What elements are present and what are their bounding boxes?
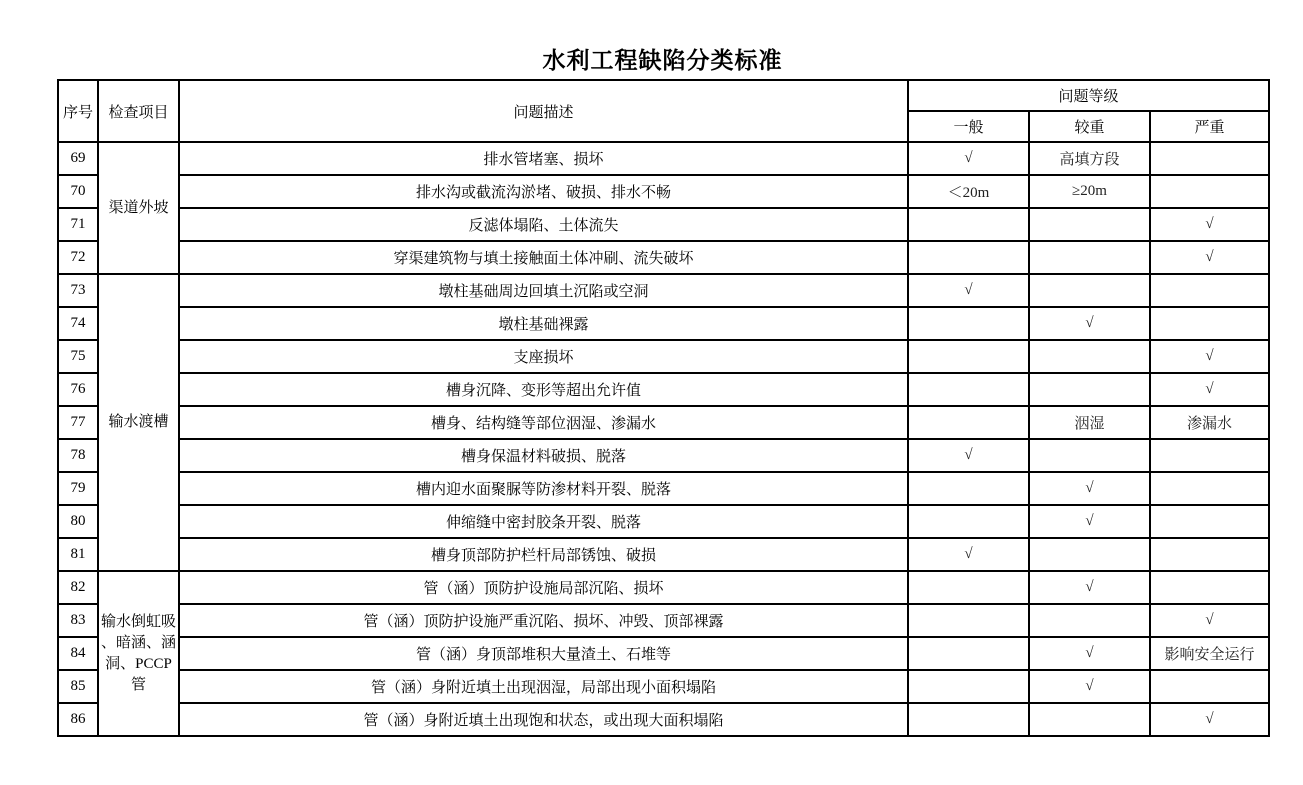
level-severe-cell: √: [1150, 373, 1269, 406]
page-title: 水利工程缺陷分类标准: [542, 48, 783, 74]
table-row: [58, 439, 1269, 472]
level-general-cell: [908, 571, 1029, 604]
header-desc: 问题描述: [179, 80, 908, 142]
level-moderate-cell: 洇湿: [1029, 406, 1150, 439]
table-row: [58, 241, 1269, 274]
level-severe-cell: [1150, 538, 1269, 571]
description-cell: 管（涵）顶防护设施局部沉陷、损坏: [179, 571, 908, 604]
table-row: [58, 373, 1269, 406]
level-general-cell: [908, 472, 1029, 505]
level-moderate-cell: [1029, 274, 1150, 307]
row-number-cell: 73: [58, 274, 98, 307]
table-row: [58, 538, 1269, 571]
level-moderate-cell: √: [1029, 571, 1150, 604]
table-body: [58, 142, 1269, 736]
description-cell: 墩柱基础裸露: [179, 307, 908, 340]
header-level-severe: 严重: [1150, 111, 1269, 142]
level-general-cell: [908, 703, 1029, 736]
group-label-cell: 输水渡槽: [98, 274, 179, 571]
level-moderate-cell: √: [1029, 307, 1150, 340]
row-number-cell: 76: [58, 373, 98, 406]
level-severe-cell: [1150, 571, 1269, 604]
table-row: [58, 274, 1269, 307]
level-severe-cell: [1150, 307, 1269, 340]
header-level-group: 问题等级: [908, 80, 1269, 111]
description-cell: 槽身沉降、变形等超出允许值: [179, 373, 908, 406]
level-moderate-cell: ≥20m: [1029, 175, 1150, 208]
level-moderate-cell: [1029, 373, 1150, 406]
level-moderate-cell: [1029, 604, 1150, 637]
table-row: [58, 505, 1269, 538]
row-number-cell: 75: [58, 340, 98, 373]
row-number-cell: 69: [58, 142, 98, 175]
row-number-cell: 85: [58, 670, 98, 703]
description-cell: 支座损坏: [179, 340, 908, 373]
level-severe-cell: √: [1150, 340, 1269, 373]
description-cell: 管（涵）身附近填土出现饱和状态，或出现大面积塌陷: [179, 703, 908, 736]
row-number-cell: 77: [58, 406, 98, 439]
table-row: [58, 142, 1269, 175]
header-no: 序号: [58, 80, 98, 142]
level-severe-cell: [1150, 439, 1269, 472]
level-severe-cell: [1150, 472, 1269, 505]
header-item: 检查项目: [98, 80, 179, 142]
level-general-cell: [908, 637, 1029, 670]
level-severe-cell: [1150, 142, 1269, 175]
level-general-cell: ＜20m: [908, 175, 1029, 208]
header-level-general: 一般: [908, 111, 1029, 142]
level-severe-cell: [1150, 670, 1269, 703]
level-severe-cell: [1150, 505, 1269, 538]
table-row: [58, 670, 1269, 703]
level-severe-cell: √: [1150, 241, 1269, 274]
table-row: [58, 307, 1269, 340]
description-cell: 墩柱基础周边回填土沉陷或空洞: [179, 274, 908, 307]
level-general-cell: √: [908, 538, 1029, 571]
level-general-cell: [908, 604, 1029, 637]
row-number-cell: 81: [58, 538, 98, 571]
row-number-cell: 78: [58, 439, 98, 472]
description-cell: 排水沟或截流沟淤堵、破损、排水不畅: [179, 175, 908, 208]
level-moderate-cell: [1029, 538, 1150, 571]
level-moderate-cell: [1029, 340, 1150, 373]
row-number-cell: 74: [58, 307, 98, 340]
description-cell: 槽身保温材料破损、脱落: [179, 439, 908, 472]
defect-classification-table: [57, 79, 1270, 737]
level-moderate-cell: [1029, 703, 1150, 736]
level-moderate-cell: √: [1029, 505, 1150, 538]
level-general-cell: [908, 670, 1029, 703]
description-cell: 管（涵）身附近填土出现洇湿，局部出现小面积塌陷: [179, 670, 908, 703]
description-cell: 槽身顶部防护栏杆局部锈蚀、破损: [179, 538, 908, 571]
table-row: [58, 340, 1269, 373]
level-severe-cell: √: [1150, 703, 1269, 736]
level-severe-cell: 渗漏水: [1150, 406, 1269, 439]
level-moderate-cell: [1029, 241, 1150, 274]
level-severe-cell: √: [1150, 604, 1269, 637]
row-number-cell: 79: [58, 472, 98, 505]
description-cell: 管（涵）顶防护设施严重沉陷、损坏、冲毁、顶部裸露: [179, 604, 908, 637]
level-moderate-cell: √: [1029, 472, 1150, 505]
row-number-cell: 84: [58, 637, 98, 670]
table-row: [58, 208, 1269, 241]
level-moderate-cell: 高填方段: [1029, 142, 1150, 175]
level-moderate-cell: [1029, 208, 1150, 241]
level-general-cell: [908, 241, 1029, 274]
description-cell: 反滤体塌陷、土体流失: [179, 208, 908, 241]
level-general-cell: √: [908, 274, 1029, 307]
group-label-cell: 输水倒虹吸、暗涵、涵洞、PCCP管: [98, 571, 179, 736]
level-severe-cell: √: [1150, 208, 1269, 241]
group-label-cell: 渠道外坡: [98, 142, 179, 274]
table-row: [58, 175, 1269, 208]
table-row: [58, 571, 1269, 604]
row-number-cell: 82: [58, 571, 98, 604]
row-number-cell: 83: [58, 604, 98, 637]
description-cell: 槽身、结构缝等部位洇湿、渗漏水: [179, 406, 908, 439]
table-row: [58, 637, 1269, 670]
row-number-cell: 86: [58, 703, 98, 736]
table-row: [58, 703, 1269, 736]
row-number-cell: 71: [58, 208, 98, 241]
level-moderate-cell: √: [1029, 670, 1150, 703]
level-general-cell: [908, 406, 1029, 439]
row-number-cell: 72: [58, 241, 98, 274]
description-cell: 管（涵）身顶部堆积大量渣土、石堆等: [179, 637, 908, 670]
level-general-cell: [908, 340, 1029, 373]
description-cell: 排水管堵塞、损坏: [179, 142, 908, 175]
header-row-1: [58, 80, 1269, 111]
row-number-cell: 70: [58, 175, 98, 208]
level-moderate-cell: [1029, 439, 1150, 472]
description-cell: 槽内迎水面聚脲等防渗材料开裂、脱落: [179, 472, 908, 505]
level-general-cell: [908, 373, 1029, 406]
table-row: [58, 406, 1269, 439]
level-severe-cell: [1150, 274, 1269, 307]
table-header: [58, 80, 1269, 142]
level-severe-cell: 影响安全运行: [1150, 637, 1269, 670]
level-general-cell: √: [908, 439, 1029, 472]
description-cell: 穿渠建筑物与填土接触面土体冲刷、流失破坏: [179, 241, 908, 274]
level-moderate-cell: √: [1029, 637, 1150, 670]
table-row: [58, 472, 1269, 505]
level-severe-cell: [1150, 175, 1269, 208]
header-level-moderate: 较重: [1029, 111, 1150, 142]
description-cell: 伸缩缝中密封胶条开裂、脱落: [179, 505, 908, 538]
table-row: [58, 604, 1269, 637]
level-general-cell: √: [908, 142, 1029, 175]
row-number-cell: 80: [58, 505, 98, 538]
level-general-cell: [908, 208, 1029, 241]
level-general-cell: [908, 505, 1029, 538]
level-general-cell: [908, 307, 1029, 340]
